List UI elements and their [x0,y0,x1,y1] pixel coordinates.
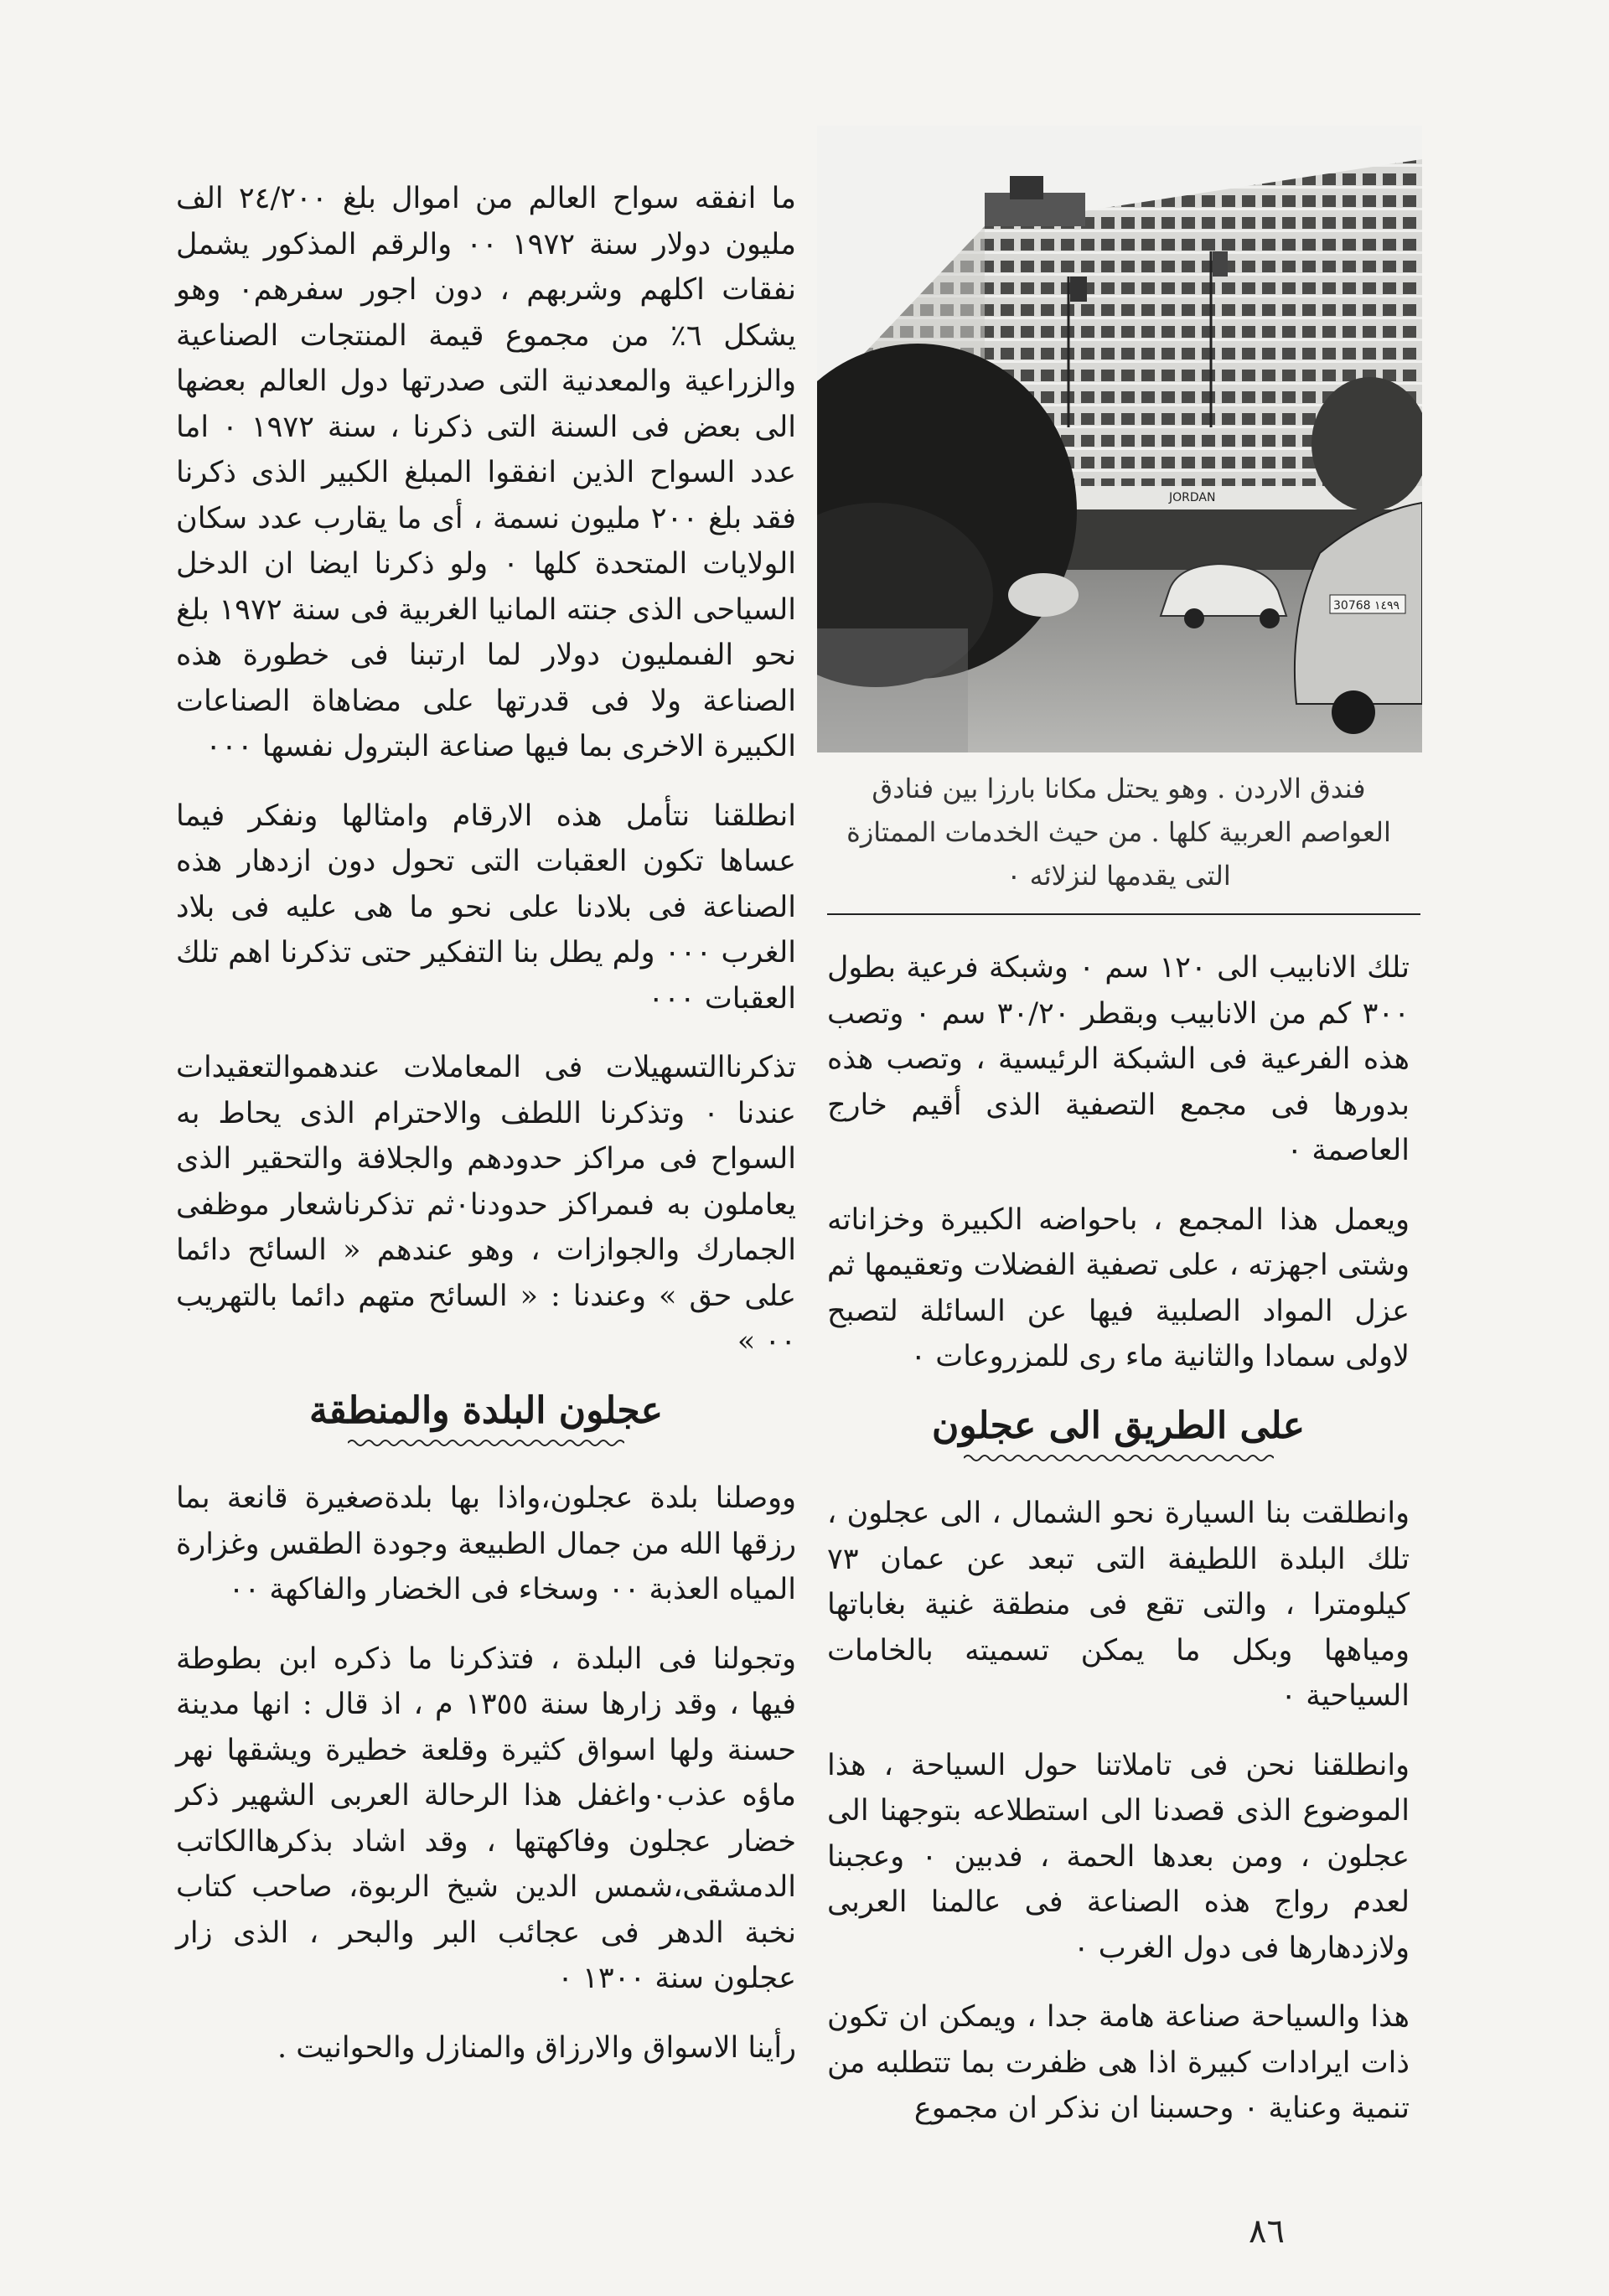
left-paragraph-3: تذكرناالتسهيلات فى المعاملات عندهموالتعقيدات عندنا ٠ وتذكرنا اللطف والاحترام الذى يحاط به السواح فى مراكز حدودهم والجلافة والتحقير الذى يعاملون به فىمراكز حدودنا٠ثم تذكرناشعار موظفى الجمارك والجوازات ، وهو عندهم « السائح دائما على حق » وعندنا : « السائح متهم دائما بالتهريب ٠٠ » [176,1051,796,1358]
heading-wave-ornament-2 [964,1452,1274,1464]
left-paragraph-1: ما انفقه سواح العالم من اموال بلغ ٢٤/٢٠٠ الف مليون دولار سنة ١٩٧٢ ٠٠ والرقم المذكور يشمل نفقات اكلهم وشربهم ، دون اجور سفرهم٠ وهو يشكل ٦٪ من مجموع قيمة المنتجات الصناعية والزراعية والمعدنية التى صدرتها دول العالم بعضها الى بعض فى السنة التى ذكرنا ، سنة ١٩٧٢ ٠ اما عدد السواح الذين انفقوا المبلغ الكبير الذى ذكرنا فقد بلغ ٢٠٠ مليون نسمة ، أى ما يقارب عدد سكان الولايات المتحدة كلها ٠ ولو ذكرنا ايضا ان الدخل السياحى الذى جنته المانيا الغربية فى سنة ١٩٧٢ بلغ نحو الفىمليون دولار لما ارتبنا فى خطورة هذه الصناعة ولا فى قدرتها على مضاهاة الصناعات الكبيرة الاخرى بما فيها صناعة البترول نفسها ٠٠٠ [176,182,796,763]
left-column [176,176,796,2094]
right-paragraph-2: ويعمل هذا المجمع ، باحواضه الكبيرة وخزاناته وشتى اجهزته ، على تصفية الفضلات وتعقيمها ثم عزل المواد الصلبية فيها عن السائلة لتصبح لاولى سمادا والثانية ماء رى للمزروعات ٠ [827,1202,1410,1373]
right-column [827,945,1410,2155]
section-heading-ajloun-town: عجلون البلدة والمنطقة [308,1388,664,1432]
left-paragraph-2: انطلقنا نتأمل هذه الارقام وامثالها ونفكر فيما عساها تكون العقبات التى تحول دون ازدهار هذه الصناعة فى بلادنا على نحو ما هى عليه فى بلاد الغرب ٠٠٠ ولم يطل بنا التفكير حتى تذكرنا اهم تلك العقبات ٠٠٠ [176,799,796,1016]
right-paragraph-1: تلك الانابيب الى ١٢٠ سم ٠ وشبكة فرعية بطول ٣٠٠ كم من الانابيب وبقطر ٣٠/٢٠ سم ٠ وتصب هذه الفرعية فى الشبكة الرئيسية ، وتصب هذه بدورها فى مجمع التصفية الذى أقيم خارج العاصمة ٠ [827,951,1410,1167]
left-paragraph-4: ووصلنا بلدة عجلون،واذا بها بلدةصغيرة قانعة بما رزقها الله من جمال الطبيعة وجودة الطقس وغزارة المياه العذبة ٠٠ وسخاء فى الخضار والفاكهة ٠٠ [176,1482,796,1606]
right-paragraph-4: وانطلقنا نحن فى تاملاتنا حول السياحة ، هذا الموضوع الذى قصدنا الى استطلاعه بتوجهنا الى عجلون ، ومن بعدها الحمة ، فدبين ٠ وعجبنا لعدم رواج هذه الصناعة فى عالمنا العربى ولازدهارها فى دول الغرب ٠ [827,1748,1410,1965]
right-paragraph-5: هذا والسياحة صناعة هامة جدا ، ويمكن ان تكون ذات ايرادات كبيرة اذا هى ظفرت بما تتطلبه من تنمية وعناية ٠ وحسبنا ان نذكر ان مجموع [827,2000,1410,2125]
hotel-photo [817,126,1422,752]
section-heading-road-to-ajloun: على الطريق الى عجلون [932,1404,1305,1447]
left-paragraph-5: وتجولنا فى البلدة ، فتذكرنا ما ذكره ابن بطوطة فيها ، وقد زارها سنة ١٣٥٥ م ، اذ قال : انها مدينة حسنة ولها اسواق كثيرة وقلعة خطيرة ويشقها نهر ماؤه عذب٠واغفل هذا الرحالة العربى الشهير ذكر خضار عجلون وفاكهتها ، وقد اشاد بذكرهاالكاتب الدمشقى،شمس الدين شيخ الربوة، صاحب كتاب نخبة الدهر فى عجائب البر والبحر ، الذى زار عجلون سنة ١٣٠٠ ٠ [176,1642,796,1995]
hotel-photo-drawing [817,126,1422,752]
hotel-sign-text: JORDAN [1169,491,1216,504]
heading-wave-ornament [348,1437,624,1449]
photo-caption: فندق الاردن . وهو يحتل مكانا بارزا بين فنادق العواصم العربية كلها . من حيث الخدمات الممتازة التى يقدمها لنزلائه ٠ [846,773,1391,892]
caption-rule [827,913,1420,915]
left-paragraph-6: رأينا الاسواق والارزاق والمنازل والحوانيت . [277,2030,796,2065]
page-number: ٨٦ [1249,2212,1285,2251]
car-plate-text: 30768 ١٤٩٩ [1333,599,1400,613]
right-paragraph-3: وانطلقت بنا السيارة نحو الشمال ، الى عجلون ، تلك البلدة اللطيفة التى تبعد عن عمان ٧٣ كيلومترا ، والتى تقع فى منطقة غنية بغاباتها ومياهها وبكل ما يمكن تسميته بالخامات السياحية ٠ [827,1497,1410,1713]
